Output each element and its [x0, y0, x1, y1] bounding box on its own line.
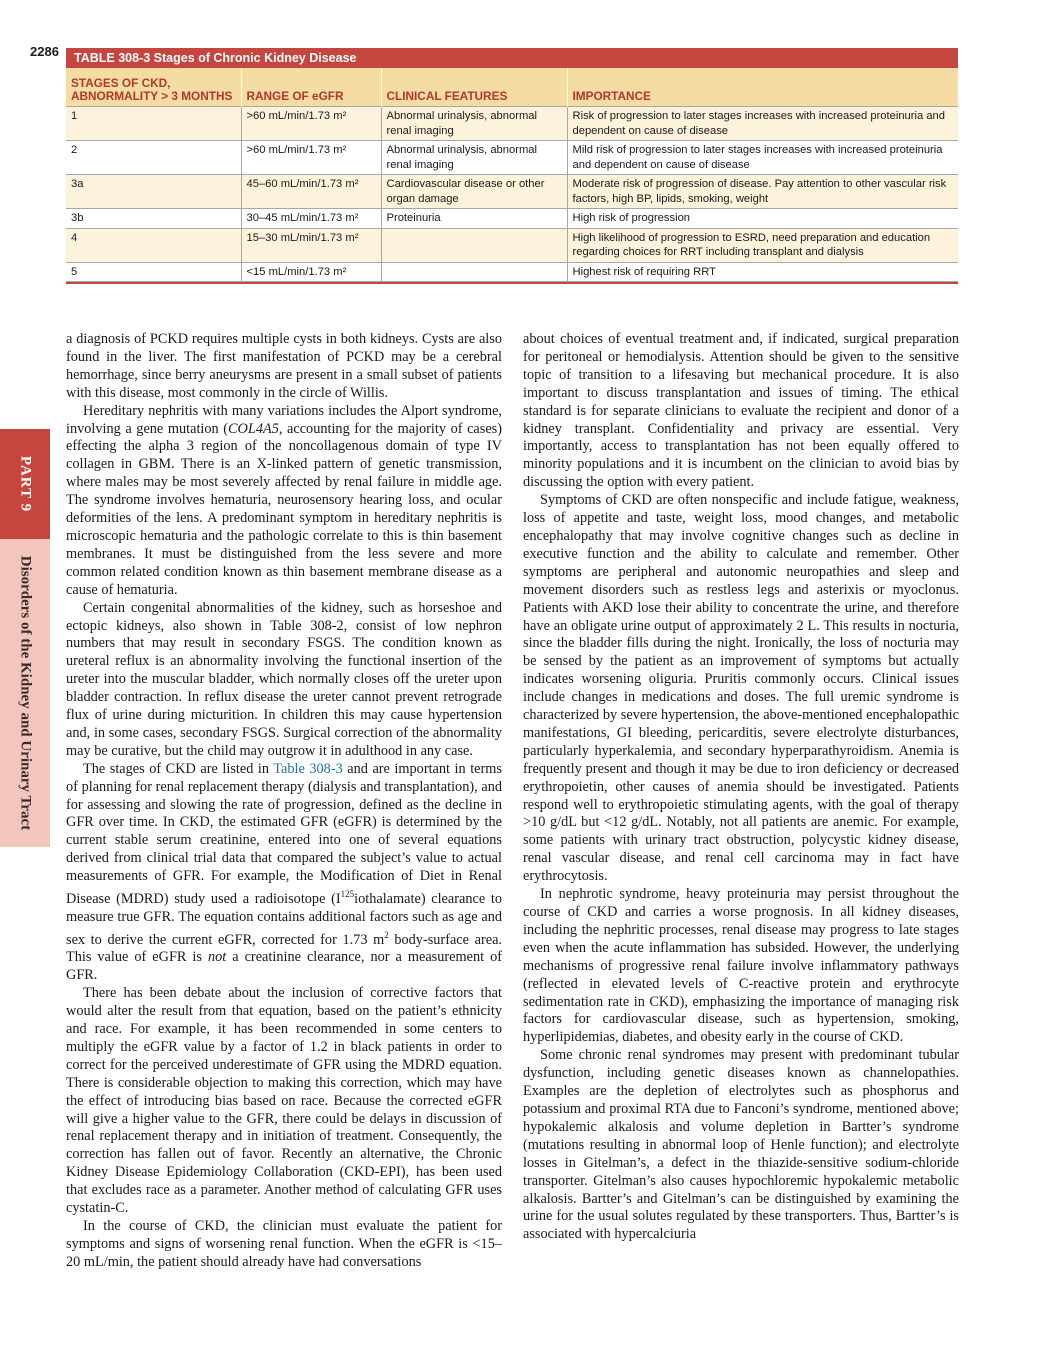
text-run: iothalamate) clearance to measure true GFR. The equation contains additional factors such as age and sex to derive the current eGFR, corrected for 1.73 m — [66, 890, 502, 948]
header-features: CLINICAL FEATURES — [381, 68, 567, 107]
table-grid — [66, 68, 958, 282]
cell-stage: 3b — [66, 209, 241, 229]
table-row — [66, 262, 958, 282]
cell-importance: Mild risk of progression to later stages increases with increased proteinuria and dependent on cause of disease — [567, 141, 958, 175]
table-reference-link[interactable]: Table 308-3 — [273, 760, 343, 777]
cell-features — [381, 262, 567, 282]
table-row — [66, 107, 958, 141]
cell-importance: Moderate risk of progression of disease. Pay attention to other vascular risk factors, high BP, lipids, smoking, weight — [567, 175, 958, 209]
paragraph: about choices of eventual treatment and, if indicated, surgical preparation for peritoneal or hemodialysis. Attention should be given to the sensitive topic of transition to a lifesaving but mechanical procedure. It is also important to discuss transplantation and issues of timing. The ethical standard is for separate clinicians to evaluate the recipient and donor of a kidney transplant. Confidentiality and privacy are essential. Very importantly, access to transplantation has not been equally offered to minority populations and it is incumbent on the clinician to avoid bias by discussing the option with every patient. — [523, 331, 959, 491]
cell-features: Proteinuria — [381, 209, 567, 229]
cell-stage: 2 — [66, 141, 241, 175]
text-run: , accounting for the majority of cases) effecting the alpha 3 region of the noncollagenous domain of type IV collagen in GBM. There is an X-linked pattern of genetic transmission, where males may be most severely affected by renal failure in middle age. The syndrome involves hematuria, neurosensory hearing loss, and ocular deformities of the lens. A predominant symptom in hereditary nephritis is microscopic hematuria and the pathologic correlate to this is thin basement membranes. It must be distinguished from the less severe and more common related condition known as thin basement membrane disease as a cause of hematuria. — [66, 420, 502, 598]
superscript: 2 — [384, 929, 389, 940]
paragraph: Some chronic renal syndromes may present with predominant tubular dysfunction, including genetic diseases known as channelopathies. Examples are the depletion of electrolytes such as phosphorus and potassium and proximal RTA due to Fanconi’s syndrome, mentioned above; hypokalemic alkalosis and volume depletion in Bartter’s syndrome (mutations resulting in abnormal loop of Henle function); and electrolyte losses in Gitelman’s, a defect in the thiazide-sensitive sodium-chloride transporter. Gitelman’s also causes hypochloremic hypokalemic metabolic alkalosis. Bartter’s and Gitelman’s can be distinguished by examining the urine for the usual solutes regulated by these transporters. Thus, Bartter’s is associated with hypercalciuria — [523, 1047, 959, 1243]
cell-stage: 3a — [66, 175, 241, 209]
text-run: The stages of CKD are listed in — [83, 760, 274, 777]
paragraph: In nephrotic syndrome, heavy proteinuria may persist throughout the course of CKD and carries a worse prognosis. In all kidney diseases, including the nephritic processes, renal disease may progress to late stages even when the acute inflammation has subsided. However, the underlying mechanisms of progressive renal failure involve inflammatory pathways (reflected in elevated levels of C-reactive protein and erythrocyte sedimentation rate in CKD), emphasizing the importance of managing risk factors for cardiovascular disease, such as hypertension, smoking, hyperlipidemias, diabetes, and obesity early in the course of CKD. — [523, 886, 959, 1046]
table-row — [66, 175, 958, 209]
paragraph: In the course of CKD, the clinician must evaluate the patient for symptoms and signs of worsening renal function. When the eGFR is <15–20 mL/min, the patient should already have had conversations — [66, 1217, 502, 1270]
paragraph: a diagnosis of PCKD requires multiple cysts in both kidneys. Cysts are also found in the liver. The first manifestation of PCKD may be a cerebral hemorrhage, since berry aneurysms are present in a small subset of patients with this disease, most commonly in the circle of Willis. — [66, 331, 502, 401]
paragraph: There has been debate about the inclusion of corrective factors that would alter the result from that equation, based on the patient’s ethnicity and race. For example, it has been recommended in some centers to multiply the eGFR value by a factor of 1.2 in black patients in order to correct for the perceived underestimate of GFR using the MDRD equation. There is considerable objection to making this correction, which may have the effect of introducing bias based on race. Because the corrected eGFR will give a higher value to the GFR, there could be delays in discussion of renal replacement therapy and in initiation of treatment. Consequently, the correction has fallen out of favor. Recently an alternative, the Chronic Kidney Disease Epidemiology Collaboration (CKD-EPI), has been used that excludes race as a parameter. Another method of calculating GFR uses cystatin-C. — [66, 985, 502, 1217]
text-run: Hereditary nephritis with many variations includes the Alport syndrome, involving a gene mutation ( — [66, 402, 502, 437]
cell-egfr: 45–60 mL/min/1.73 m² — [241, 175, 381, 209]
gene-name: COL4A5 — [228, 420, 279, 437]
cell-importance: High likelihood of progression to ESRD, need preparation and education regarding choices for RRT including transplant and dialysis — [567, 228, 958, 262]
sidebar-part-label: PART 9 — [17, 455, 34, 513]
page-number: 2286 — [30, 44, 59, 59]
table-bottom-rule — [66, 282, 958, 284]
cell-features: Abnormal urinalysis, abnormal renal imaging — [381, 107, 567, 141]
paragraph — [66, 761, 502, 985]
cell-features — [381, 228, 567, 262]
cell-egfr: 30–45 mL/min/1.73 m² — [241, 209, 381, 229]
cell-features: Abnormal urinalysis, abnormal renal imaging — [381, 141, 567, 175]
paragraph: Certain congenital abnormalities of the kidney, such as horseshoe and ectopic kidneys, also shown in Table 308-2, consist of low nephron numbers that may result in secondary FSGS. The condition known as ureteral reflux is an abnormality involving the functional insertion of the ureter into the muscular bladder, which normally closes off the ureter upon bladder contraction. In reflux disease the ureter cannot prevent retrograde flux of urine during micturition. In children this may cause hypertension and, in some cases, secondary FSGS. Surgical correction of the abnormality may be curative, but the child may outgrow it in adulthood in any case. — [66, 599, 502, 759]
cell-importance: Highest risk of requiring RRT — [567, 262, 958, 282]
header-importance: IMPORTANCE — [567, 68, 958, 107]
cell-importance: High risk of progression — [567, 209, 958, 229]
table-header-row — [66, 68, 958, 107]
cell-egfr: 15–30 mL/min/1.73 m² — [241, 228, 381, 262]
ckd-stages-table — [66, 48, 958, 284]
cell-stage: 5 — [66, 262, 241, 282]
sidebar-section-title: Disorders of the Kidney and Urinary Tract — [17, 555, 34, 831]
cell-egfr: >60 mL/min/1.73 m² — [241, 107, 381, 141]
cell-stage: 1 — [66, 107, 241, 141]
table-row — [66, 141, 958, 175]
cell-egfr: >60 mL/min/1.73 m² — [241, 141, 381, 175]
table-title: TABLE 308-3 Stages of Chronic Kidney Disease — [66, 48, 958, 68]
table-row — [66, 209, 958, 229]
left-text-column — [66, 331, 502, 1272]
right-text-column — [523, 331, 959, 1244]
superscript: 125 — [340, 889, 355, 900]
text-run: a creatinine clearance, nor a measurement of GFR. — [66, 949, 502, 984]
cell-egfr: <15 mL/min/1.73 m² — [241, 262, 381, 282]
table-row — [66, 228, 958, 262]
text-run: and are important in terms of planning for renal replacement therapy (dialysis and transplantation), and for assessing and slowing the rate of progression, defined as the decline in GFR over time. In CKD, the estimated GFR (eGFR) is determined by the current stable serum creatinine, entered into one of several equations derived from clinical trial data that compared the subject’s value to actual measurements of GFR. For example, the Modification of Diet in Renal Disease (MDRD) study used a radioisotope (I — [66, 760, 502, 907]
text-run: body-surface area. This value of eGFR is — [66, 931, 502, 966]
paragraph — [66, 403, 502, 600]
header-egfr: RANGE OF eGFR — [241, 68, 381, 107]
sidebar-part-tab — [0, 429, 50, 539]
cell-features: Cardiovascular disease or other organ damage — [381, 175, 567, 209]
cell-stage: 4 — [66, 228, 241, 262]
paragraph: Symptoms of CKD are often nonspecific and include fatigue, weakness, loss of appetite and taste, weight loss, mood changes, and metabolic encephalopathy that may involve cognitive changes such as decline in executive function and the ability to calculate and remember. Other symptoms are peripheral and autonomic neuropathies and sleep and movement disorders such as restless legs and asterixis or myoclonus. Patients with AKD lose their ability to concentrate the urine, and therefore have an obligate urine output of approximately 2 L. This results in nocturia, since the bladder fills during the night. Ironically, the loss of nocturia may be sensed by the patient as an improvement of symptoms but actually indicates worsening oliguria. Pruritis commonly occurs. Clinical issues include changes in medications and doses. The full uremic syndrome is characterized by severe hypertension, the above-mentioned encephalopathic manifestations, GI bleeding, pericarditis, severe electrolyte disturbances, particularly hyperkalemia, and secondary hyperparathyroidism. Anemia is frequently present and though it may be due to iron deficiency or decreased erythropoietin, other causes of anemia should be investigated. Patients respond well to erythropoietic stimulating agents, with the goal of therapy >10 g/dL but <12 g/dL. Notably, not all patients are anemic. For example, some patients with urinary tract obstruction, polycystic kidney disease, renal vascular disease, and renal cell carcinoma may in fact have erythrocytosis. — [523, 492, 959, 885]
cell-importance: Risk of progression to later stages increases with increased proteinuria and dependent on cause of disease — [567, 107, 958, 141]
emphasis: not — [207, 949, 227, 966]
sidebar-section-tab — [0, 539, 50, 847]
header-stage: STAGES OF CKD, ABNORMALITY > 3 MONTHS — [66, 68, 241, 107]
